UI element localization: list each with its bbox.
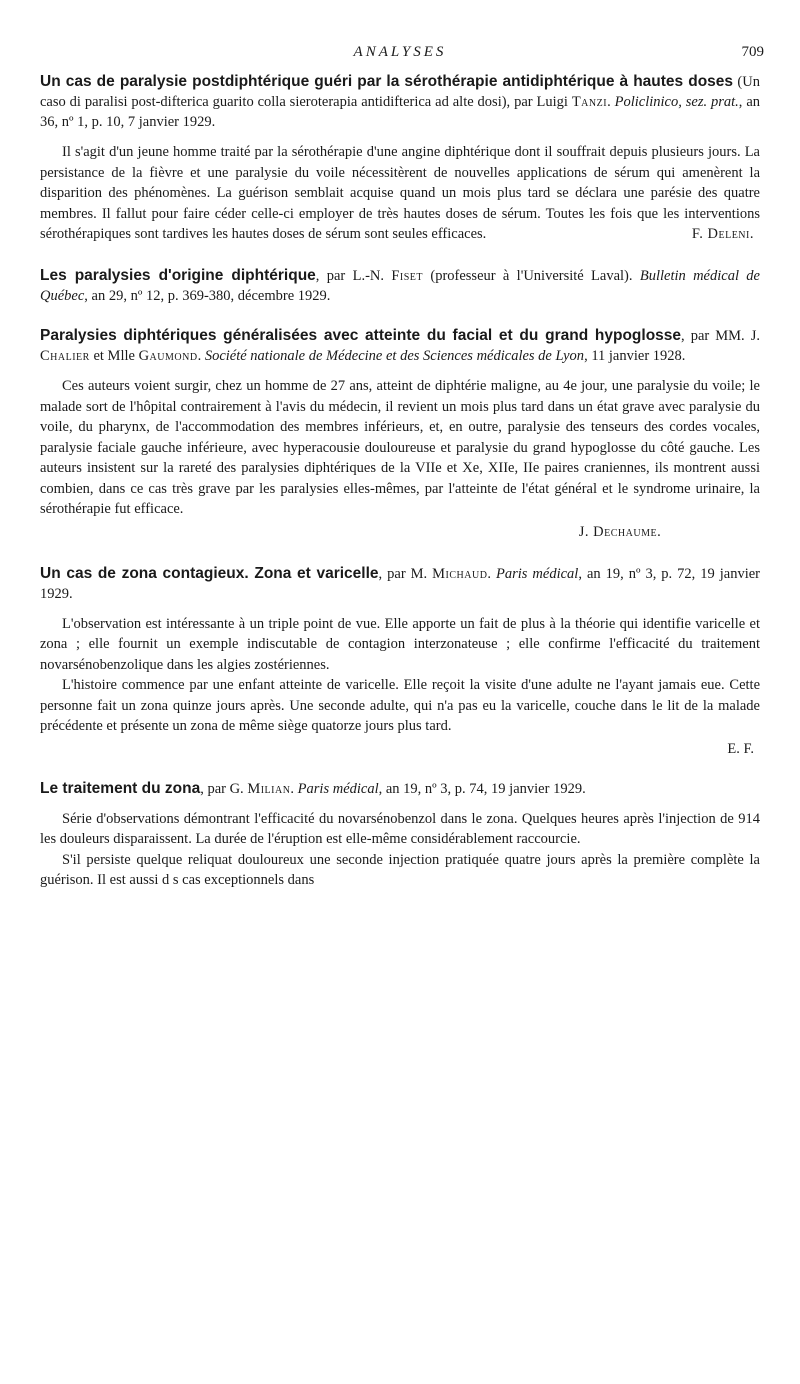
article-ref-mid: . (487, 565, 497, 582)
article-diphtheric-paralyses-origin (40, 266, 760, 306)
article-journal: Société nationale de Médecine et des Sciences médicales de Lyon (204, 348, 585, 364)
article-contagious-zona (40, 564, 760, 759)
article-ref-mid: . (290, 780, 298, 797)
article-ref-mid: et Mlle (89, 348, 139, 364)
article-generalized-paralyses (40, 326, 760, 542)
article-signature: E. F. (727, 740, 754, 757)
article-ref-pre: , par M. (378, 565, 433, 582)
article-title: Un cas de zona contagieux. Zona et varicelle (40, 564, 379, 582)
article-paragraph: Ces auteurs voient surgir, chez un homme de 27 ans, atteint de diphtérie maligne, au 4e jour, une paralysie du voile; le malade sort de l'hôpital contrairement à l'avis du médecin, il revient un mois plus tard dans un état grave avec paralysie du voile, du pharynx, de l'accommodation des membres inférieurs, et, en outre, paralysie des tenseurs des cordes vocales, paralysie faciale gauche inférieure, avec hyperacousie douloureuse et paralysie du grand hypoglosse du côté gauche. Les auteurs insistent sur la rareté des paralysies diphtériques de la VIIe et Xe, XIIe, IIe paires craniennes, ils montrent aussi combien, dans ce cas très grave par les paralysies elles-mêmes, par l'atteinte de l'état général et le syndrome urinaire, la sérothérapie fut efficace. (40, 378, 760, 517)
journal-page (40, 40, 764, 905)
article-journal: Policlinico, sez. prat. (614, 94, 739, 110)
article-heading (40, 564, 760, 604)
article-ref-pre: , par G. (200, 780, 248, 797)
article-heading (40, 266, 760, 306)
article-author-2: Gaumond (138, 348, 198, 364)
article-ref-post: , an 19, nº 3, p. 74, 19 janvier 1929. (378, 780, 586, 797)
running-head (40, 40, 764, 64)
article-ref-pre: , par MM. J. (681, 328, 760, 344)
article-author: Chalier (40, 348, 90, 364)
article-paragraph: Il s'agit d'un jeune homme traité par la sérothérapie d'une angine diphtérique dont il souffrait depuis plusieurs jours. La persistance de la fièvre et une paralysie du voile nécessitèrent de nouvelles applications de sérum qui amenèrent la disparition des phénomènes. La guérison semblait acquise quand un mois plus tard se déclara une parésie des quatre membres. Il fallut pour faire céder celle-ci employer de très hautes doses de sérum. Toutes les fois que les interventions sérothérapiques sont tardives les hautes doses de sérum sont seules efficaces. (40, 144, 760, 242)
article-title: Le traitement du zona (40, 779, 201, 797)
article-title: Un cas de paralysie postdiphtérique guéri par la sérothérapie antidiphtérique à hautes doses (40, 73, 734, 90)
article-paragraph: L'histoire commence par une enfant atteinte de varicelle. Elle reçoit la visite d'une adulte ne l'ayant jamais eue. Cette personne fait un zona quinze jours après. Une seconde adulte, qui n'a pas eu la varicelle, couche dans le lit de la malade précédente et présente un zona de même siège quatorze jours plus tard. (40, 677, 760, 734)
article-heading (40, 326, 760, 366)
article-ref-post: , an 29, nº 12, p. 369-380, décembre 1929. (84, 288, 331, 304)
article-paragraph: L'observation est intéressante à un triple point de vue. Elle apporte un fait de plus à la théorie qui identifie varicelle et zona ; elle fournit un exemple indiscutable de contagion interzonateuse ; elle confirme l'efficacité du traitement novarsénobenzolique dans les algies zostériennes. (40, 615, 760, 673)
article-ref-pre: , par L.-N. (315, 268, 392, 284)
article-ref-post: , 11 janvier 1928. (584, 348, 686, 364)
article-author: Tanzi (571, 94, 608, 110)
article-title: Paralysies diphtériques généralisées avec atteinte du facial et du grand hypoglosse (40, 327, 682, 344)
article-ref-post: , an 19, nº 3, p. 72, 19 janvier 1929. (40, 565, 760, 602)
article-paragraph: S'il persiste quelque reliquat douloureux une seconde injection pratiquée quatre jours après la première complète la guérison. Il est aussi d s cas exceptionnels dans (40, 851, 760, 888)
article-ref-mid-2: . (197, 348, 205, 364)
article-zona-treatment (40, 779, 760, 891)
page-number: 709 (741, 44, 764, 60)
article-author: Michaud (432, 565, 488, 582)
article-journal: Paris médical (496, 565, 579, 582)
article-ref-mid: . (607, 94, 615, 110)
article-heading (40, 72, 760, 132)
article-author: Fiset (391, 268, 424, 284)
article-signature: J. Dechaume. (578, 523, 662, 540)
article-heading (40, 779, 760, 799)
article-author: Milian (247, 780, 291, 797)
article-ref-post: , an 36, nº 1, p. 10, 7 janvier 1929. (40, 94, 761, 130)
article-signature: F. Deleni. (691, 226, 754, 242)
running-title: ANALYSES (353, 44, 447, 60)
article-journal: Paris médical (297, 780, 379, 797)
article-journal: Bulletin médical de Québec (40, 268, 760, 304)
article-ref-pre: (Un caso di paralisi post-difterica guarito colla sieroterapia antidifterica ad alte dosi), par Luigi (40, 74, 760, 110)
article-paragraph: Série d'observations démontrant l'efficacité du novarsénobenzol dans le zona. Quelques heures après l'injection de 914 les douleurs disparaissent. La durée de l'éruption est elle-même considérablement raccourcie. (40, 810, 760, 847)
article-postdiphtheric-paralysis (40, 72, 760, 244)
article-title: Les paralysies d'origine diphtérique (40, 267, 316, 284)
article-ref-mid: (professeur à l'Université Laval). (423, 268, 640, 284)
